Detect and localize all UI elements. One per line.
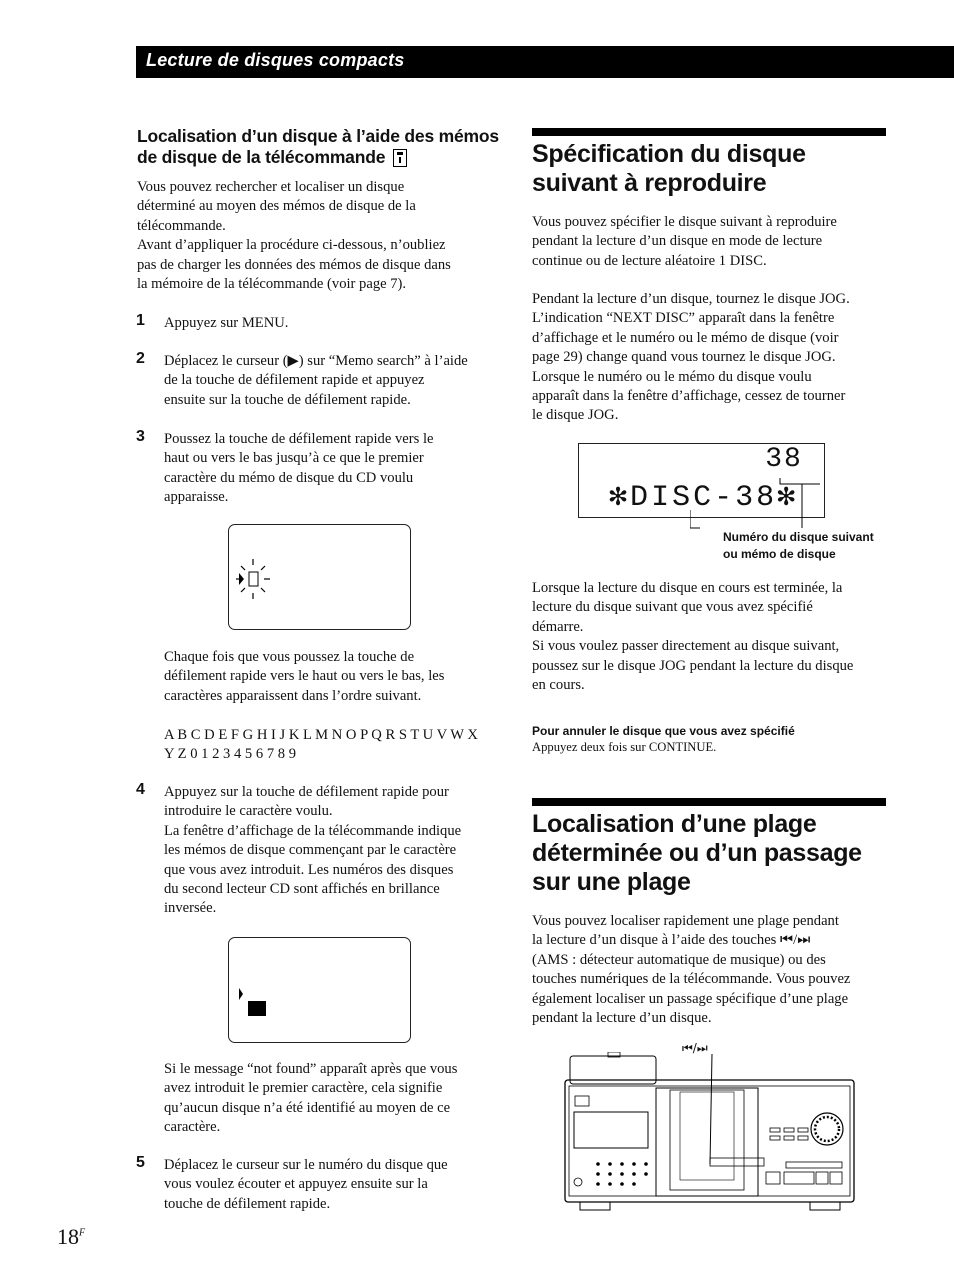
callout-line: ou mémo de disque <box>723 547 836 561</box>
text-line: la lecture d’un disque à l’aide des touches ⏮/⏭ <box>532 932 811 949</box>
left-heading <box>137 126 507 168</box>
text-line: caractère. <box>164 1119 221 1136</box>
after-step3-text <box>164 648 444 706</box>
step-line: Appuyez sur la touche de défilement rapide pour <box>164 784 449 800</box>
text-line: en cours. <box>532 677 585 694</box>
not-found-note <box>164 1060 457 1138</box>
text-line: Chaque fois que vous poussez la touche de <box>164 649 415 665</box>
text-line: Si vous voulez passer directement au disque suivant, <box>532 638 840 655</box>
step-line: les mémos de disque commençant par le caractère <box>164 842 457 859</box>
step-line: du second lecteur CD sont affichés en brillance <box>164 881 440 898</box>
step-line: La fenêtre d’affichage de la télécommande indique <box>164 822 462 839</box>
left-heading-line1: Localisation d’un disque à l’aide des mémos <box>137 126 499 146</box>
section-rule <box>532 128 886 136</box>
cancel-title: Pour annuler le disque que vous avez spécifié <box>532 724 795 738</box>
callout-line: Numéro du disque suivant <box>723 530 874 544</box>
section2-title-line: Localisation d’une plage <box>532 810 817 838</box>
step-number: 5 <box>136 1154 145 1171</box>
step-line: que vous avez introduit. Les numéros des disques <box>164 861 454 878</box>
section1-para1 <box>532 213 892 271</box>
step-1-text <box>164 314 288 333</box>
section1-title-line: suivant à reproduire <box>532 169 767 197</box>
text-line: (AMS : détecteur automatique de musique) ou des <box>532 951 826 968</box>
section-title: Lecture de disques compacts <box>146 50 405 70</box>
text-line: avez introduit le premier caractère, cela signifie <box>164 1080 443 1097</box>
intro-line: Vous pouvez rechercher et localiser un disque <box>137 179 405 195</box>
step-line: vous voulez écouter et appuyez ensuite sur la <box>164 1176 428 1193</box>
page-number-value: 18 <box>57 1224 79 1249</box>
remote-display-memo <box>228 937 411 1043</box>
text-line: apparaît dans la fenêtre d’affichage, cessez de tourner <box>532 388 846 405</box>
step-line: Poussez la touche de défilement rapide vers le <box>164 431 434 447</box>
step-line: Appuyez sur MENU. <box>164 315 289 331</box>
display-callout <box>723 529 874 563</box>
section1-para2 <box>532 290 892 426</box>
step-line: ensuite sur la touche de défilement rapide. <box>164 391 411 408</box>
text-line: Pendant la lecture d’un disque, tournez le disque JOG. <box>532 291 850 307</box>
header-bar <box>136 46 954 78</box>
cancel-text: Appuyez deux fois sur CONTINUE. <box>532 740 717 754</box>
step-line: introduire le caractère voulu. <box>164 803 333 820</box>
blinking-cursor-icon <box>229 525 410 629</box>
section2-para <box>532 912 892 1028</box>
step-line: apparaisse. <box>164 489 229 506</box>
section2-title <box>532 810 912 897</box>
text-line: caractères apparaissent dans l’ordre suivant. <box>164 687 422 704</box>
text-line: défilement rapide vers le haut ou vers le bas, les <box>164 668 445 685</box>
section2-title-line: sur une plage <box>532 868 691 896</box>
section1-title-line: Spécification du disque <box>532 140 806 168</box>
step-line: de la touche de défilement rapide et appuyez <box>164 372 425 389</box>
text-line: démarre. <box>532 618 584 635</box>
remote-display-blink <box>228 524 411 630</box>
disc-number: 38 <box>765 444 803 475</box>
text-line: qu’aucun disque n’a été identifié au moyen de ce <box>164 1099 451 1116</box>
text-line: également localiser un passage spécifique d’une plage <box>532 990 849 1007</box>
page-number <box>57 1224 85 1250</box>
section1-para3 <box>532 579 892 695</box>
left-intro <box>137 178 497 294</box>
char-line: A B C D E F G H I J K L M N O P Q R S T U V W X <box>164 727 478 743</box>
intro-line: pas de charger les données des mémos de disque dans <box>137 256 451 273</box>
remote-control-icon <box>393 149 407 167</box>
text-line: pendant la lecture d’un disque en mode de lecture <box>532 233 823 250</box>
cd-player-illustration <box>560 1052 860 1214</box>
step-3-text <box>164 430 433 508</box>
step-number: 1 <box>136 312 145 329</box>
char-line: Y Z 0 1 2 3 4 5 6 7 8 9 <box>164 746 297 763</box>
step-line: Déplacez le curseur (▶) sur “Memo search” à l’aide <box>164 353 468 369</box>
step-number: 3 <box>136 428 145 445</box>
disc-memo: ✻DISC-38✻ <box>609 481 799 515</box>
step-line: Déplacez le curseur sur le numéro du disque que <box>164 1157 448 1173</box>
section-rule <box>532 798 886 806</box>
step-line: inversée. <box>164 900 217 917</box>
text-line: page 29) change quand vous tournez le disque JOG. <box>532 349 836 366</box>
intro-line: télécommande. <box>137 217 226 234</box>
step-4-text <box>164 783 461 919</box>
section2-title-line: déterminée ou d’un passage <box>532 839 862 867</box>
character-order <box>164 726 478 765</box>
text-line: Vous pouvez localiser rapidement une plage pendant <box>532 913 839 929</box>
text-line: continue ou de lecture aléatoire 1 DISC. <box>532 252 767 269</box>
text-line: Si le message “not found” apparaît après que vous <box>164 1061 458 1077</box>
text-line: pendant la lecture d’un disque. <box>532 1010 712 1027</box>
intro-line: Avant d’appliquer la procédure ci-dessous, n’oubliez <box>137 237 446 254</box>
text-line: d’affichage et le numéro ou le mémo de disque (voir <box>532 329 839 346</box>
text-line: touches numériques de la télécommande. Vous pouvez <box>532 971 851 988</box>
page-suffix: F <box>79 1227 86 1239</box>
step-line: caractère du mémo de disque du CD voulu <box>164 469 414 486</box>
step-5-text <box>164 1156 448 1214</box>
text-line: L’indication “NEXT DISC” apparaît dans la fenêtre <box>532 310 835 327</box>
text-line: Lorsque le numéro ou le mémo du disque voulu <box>532 368 812 385</box>
step-line: touche de défilement rapide. <box>164 1195 331 1212</box>
section1-title <box>532 140 892 198</box>
intro-line: déterminé au moyen des mémos de disque de la <box>137 198 416 215</box>
cursor-icon <box>229 938 410 1042</box>
step-number: 2 <box>136 350 145 367</box>
left-heading-line2: de disque de la télécommande <box>137 147 386 167</box>
step-number: 4 <box>136 781 145 798</box>
step-2-text <box>164 352 468 410</box>
text-line: Lorsque la lecture du disque en cours est terminée, la <box>532 580 843 596</box>
step-line: haut ou vers le bas jusqu’à ce que le premier <box>164 450 424 467</box>
text-line: poussez sur le disque JOG pendant la lecture du disque <box>532 657 854 674</box>
intro-line: la mémoire de la télécommande (voir page 7). <box>137 276 407 293</box>
ams-label: ⏮/⏭ <box>682 1041 708 1055</box>
text-line: lecture du disque suivant que vous avez spécifié <box>532 599 813 616</box>
text-line: Vous pouvez spécifier le disque suivant à reproduire <box>532 214 837 230</box>
text-line: le disque JOG. <box>532 407 619 424</box>
